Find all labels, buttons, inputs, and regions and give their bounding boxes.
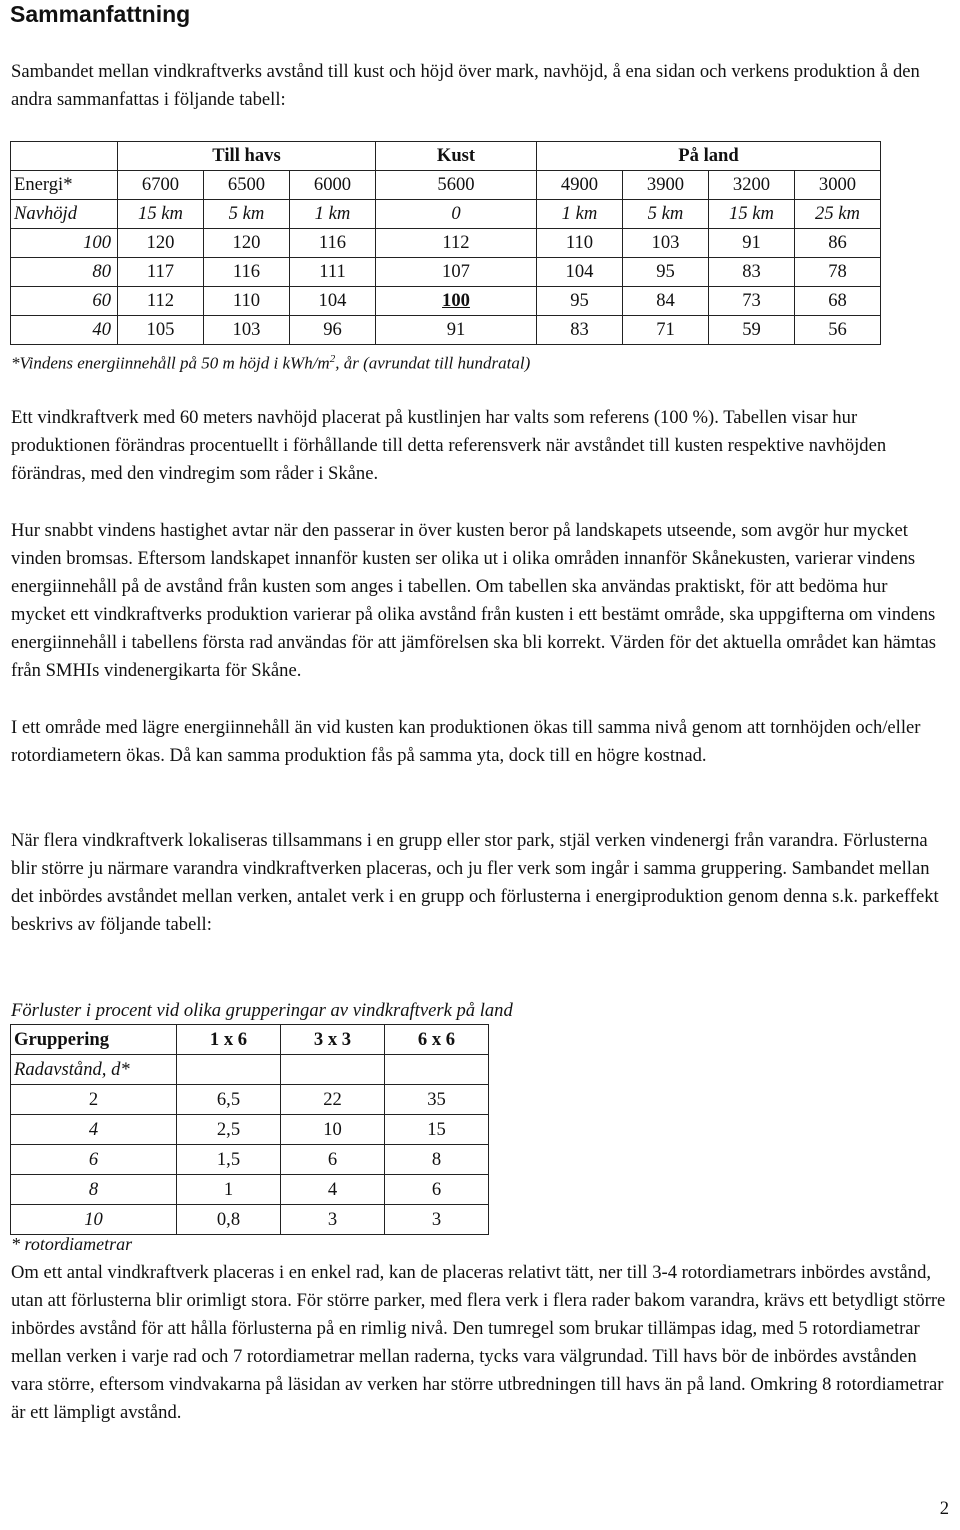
- row-label: 4: [11, 1115, 177, 1145]
- table-cell: 3200: [709, 171, 795, 200]
- table-cell: 83: [537, 316, 623, 345]
- table-cell: 1 km: [537, 200, 623, 229]
- row-label: 80: [11, 258, 118, 287]
- header-cell: 3 x 3: [281, 1025, 385, 1055]
- table-cell: 3000: [795, 171, 881, 200]
- table-cell: 0,8: [177, 1205, 281, 1235]
- table-cell: 6700: [118, 171, 204, 200]
- row-label: 100: [11, 229, 118, 258]
- table-cell: 83: [709, 258, 795, 287]
- row-label: Navhöjd: [11, 200, 118, 229]
- table-cell: 3900: [623, 171, 709, 200]
- paragraph: Ett vindkraftverk med 60 meters navhöjd placerat på kustlinjen har valts som referens (100 %). Tabellen visar hur produktionen förändras procentuellt i förhållande till detta referensverk när avståndet till kusten respektive navhöjden förändras, med den vindregim som råder i Skåne.: [11, 407, 887, 484]
- table-cell: 6500: [204, 171, 290, 200]
- table-cell: 22: [281, 1085, 385, 1115]
- table-cell: 4: [281, 1175, 385, 1205]
- table-cell: 56: [795, 316, 881, 345]
- table-cell: 103: [204, 316, 290, 345]
- table-cell: 68: [795, 287, 881, 316]
- reference-cell: 100: [376, 287, 537, 316]
- table-cell: [385, 1055, 489, 1085]
- distance-row: [11, 200, 881, 229]
- table-cell: 103: [623, 229, 709, 258]
- row-label: 10: [11, 1205, 177, 1235]
- group-header-pa-land: På land: [537, 142, 881, 171]
- table-cell: [177, 1055, 281, 1085]
- table-cell: 110: [204, 287, 290, 316]
- table-cell: 6: [385, 1175, 489, 1205]
- table-cell: 5 km: [623, 200, 709, 229]
- table-header-row: [11, 1025, 489, 1055]
- table-cell: 6: [281, 1145, 385, 1175]
- intro-paragraph: Sambandet mellan vindkraftverks avstånd till kust och höjd över mark, navhöjd, å ena sidan och verkens produktion å den andra sammanfattas i följande tabell:: [11, 61, 920, 110]
- table-cell: 73: [709, 287, 795, 316]
- table-header-row: [11, 142, 881, 171]
- table-cell: 3: [385, 1205, 489, 1235]
- table-cell: [281, 1055, 385, 1085]
- footnote-text: *Vindens energiinnehåll på 50 m höjd i kWh/m: [11, 353, 330, 373]
- table-row: [11, 258, 881, 287]
- table-cell: 107: [376, 258, 537, 287]
- table-cell: 6,5: [177, 1085, 281, 1115]
- energy-row: [11, 171, 881, 200]
- table-cell: 104: [290, 287, 376, 316]
- row-label: 2: [11, 1085, 177, 1115]
- table-row: [11, 316, 881, 345]
- table-row: [11, 1115, 489, 1145]
- table-cell: 35: [385, 1085, 489, 1115]
- table2-footnote: * rotordiametrar: [11, 1234, 133, 1254]
- section-heading: Sammanfattning: [10, 1, 191, 27]
- table-cell: 2,5: [177, 1115, 281, 1145]
- table-cell: 116: [204, 258, 290, 287]
- table-row: [11, 1205, 489, 1235]
- table-row: [11, 287, 881, 316]
- table-cell: 105: [118, 316, 204, 345]
- row-label: Energi*: [11, 171, 118, 200]
- table-subheader-row: [11, 1055, 489, 1085]
- table-cell: 86: [795, 229, 881, 258]
- paragraph: Om ett antal vindkraftverk placeras i en enkel rad, kan de placeras relativt tätt, ner till 3-4 rotordiametrars inbördes avstånd, utan att förlusterna blir orimligt stora. För större parker, med flera verk i flera rader bakom varandra, krävs ett betydligt större inbördes avstånd för att hålla förlusterna på en rimlig nivå. Den tumregel som brukar tillämpas idag, med 5 rotordiametrar mellan verken i varje rad och 7 rotordiametrar mellan raderna, tycks vara välgrundad. Till havs bör de inbördes avstånden vara större, eftersom vindvakarna på läsidan av verken har större utbredningen till havs än på land. Omkring 8 rotordiametrar är ett lämpligt avstånd.: [11, 1262, 946, 1423]
- table-cell: 95: [623, 258, 709, 287]
- row-label: 8: [11, 1175, 177, 1205]
- table-cell: 1 km: [290, 200, 376, 229]
- paragraph: När flera vindkraftverk lokaliseras tillsammans i en grupp eller stor park, stjäl verken vindenergi från varandra. Förlusterna blir större ju närmare varandra vindkraftverken placeras, och ju fler verk som ingår i samma gruppering. Sambandet mellan det inbördes avståndet mellan verken, antalet verk i en grupp och förlusterna i energiproduktion genom denna s.k. parkeffekt beskrivs av följande tabell:: [11, 830, 939, 935]
- table-cell: 15 km: [709, 200, 795, 229]
- table-cell: 91: [709, 229, 795, 258]
- footnote-text-end: , år (avrundat till hundratal): [335, 353, 531, 373]
- table-cell: 112: [376, 229, 537, 258]
- table-cell: 111: [290, 258, 376, 287]
- table-cell: 4900: [537, 171, 623, 200]
- table-cell: 59: [709, 316, 795, 345]
- footnote-superscript: 2: [329, 353, 336, 365]
- table-cell: 5 km: [204, 200, 290, 229]
- table-cell: [11, 142, 118, 171]
- table2-caption: Förluster i procent vid olika grupperingar av vindkraftverk på land: [11, 1000, 513, 1021]
- page-number: 2: [939, 1498, 949, 1519]
- table-cell: 78: [795, 258, 881, 287]
- table-cell: 120: [204, 229, 290, 258]
- header-cell: 6 x 6: [385, 1025, 489, 1055]
- table-cell: 0: [376, 200, 537, 229]
- header-cell: 1 x 6: [177, 1025, 281, 1055]
- row-label: 6: [11, 1145, 177, 1175]
- header-cell: Gruppering: [11, 1025, 177, 1055]
- table1-footnote: [11, 348, 530, 375]
- table-cell: 95: [537, 287, 623, 316]
- paragraph: I ett område med lägre energiinnehåll än vid kusten kan produktionen ökas till samma nivå genom att tornhöjden och/eller rotordiametern ökas. Då kan samma produktion fås på samma yta, dock till en högre kostnad.: [11, 717, 921, 766]
- table-cell: 71: [623, 316, 709, 345]
- table-cell: 110: [537, 229, 623, 258]
- table-cell: 3: [281, 1205, 385, 1235]
- table-cell: 15: [385, 1115, 489, 1145]
- table-row: [11, 1085, 489, 1115]
- table-cell: 15 km: [118, 200, 204, 229]
- table-cell: 5600: [376, 171, 537, 200]
- table-cell: 116: [290, 229, 376, 258]
- production-table: [10, 141, 881, 345]
- table-cell: 96: [290, 316, 376, 345]
- losses-table: [10, 1024, 489, 1235]
- table-cell: 120: [118, 229, 204, 258]
- table-cell: 25 km: [795, 200, 881, 229]
- table-row: [11, 229, 881, 258]
- table-cell: 6000: [290, 171, 376, 200]
- table-cell: 117: [118, 258, 204, 287]
- table-row: [11, 1175, 489, 1205]
- table-row: [11, 1145, 489, 1175]
- paragraph: Hur snabbt vindens hastighet avtar när den passerar in över kusten beror på landskapets utseende, som avgör hur mycket vinden bromsas. Eftersom landskapet innanför kusten ser olika ut i olika områden innanför Skånekusten, varierar vindens energiinnehåll på de avstånd från kusten som anges i tabellen. Om tabellen ska användas praktiskt, för att bedöma hur mycket ett vindkraftverks produktion varierar på olika avstånd från kusten i ett bestämt område, ska uppgifterna om vindens energiinnehåll i tabellens första rad användas för att jämförelsen ska bli korrekt. Värden för det aktuella området kan hämtas från SMHIs vindenergikarta för Skåne.: [11, 520, 937, 681]
- table-cell: 1: [177, 1175, 281, 1205]
- table-cell: 104: [537, 258, 623, 287]
- row-label: 60: [11, 287, 118, 316]
- table-cell: 91: [376, 316, 537, 345]
- row-label: 40: [11, 316, 118, 345]
- table-cell: 10: [281, 1115, 385, 1145]
- table-cell: 112: [118, 287, 204, 316]
- table-cell: 8: [385, 1145, 489, 1175]
- group-header-kust: Kust: [376, 142, 537, 171]
- table-cell: 84: [623, 287, 709, 316]
- table-cell: 1,5: [177, 1145, 281, 1175]
- group-header-till-havs: Till havs: [118, 142, 376, 171]
- subheader-cell: Radavstånd, d*: [11, 1055, 177, 1085]
